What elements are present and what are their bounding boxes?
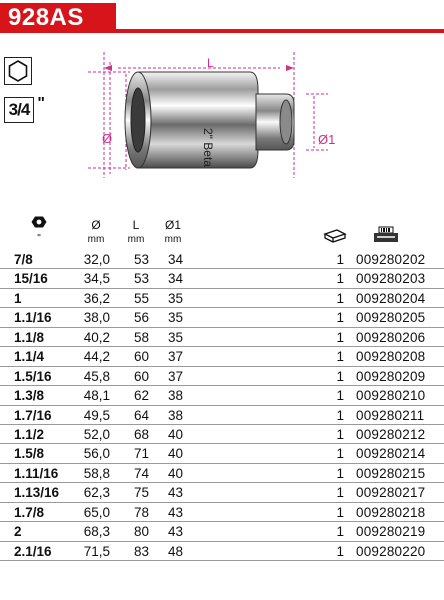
diameter-cell: 65,0 (83, 504, 110, 520)
pack-qty-cell: 1 (336, 426, 344, 442)
size-cell: 15/16 (14, 271, 48, 287)
item-code-cell: 009280202 (356, 252, 426, 267)
diameter1-cell: 43 (167, 504, 183, 520)
table-row (0, 503, 444, 522)
length-cell: 62 (133, 388, 149, 404)
item-code-cell: 009280212 (356, 426, 426, 442)
barcode-printer-icon (372, 226, 400, 247)
table-row (0, 308, 444, 327)
length-cell: 60 (133, 368, 149, 384)
diameter1-cell: 38 (167, 407, 183, 423)
length-cell: 55 (133, 290, 149, 306)
socket-illustration (80, 50, 380, 190)
length-cell: 83 (133, 543, 149, 559)
diameter1-cell: 43 (167, 524, 183, 540)
length-cell: 80 (133, 524, 149, 540)
length-header: L mm (127, 218, 145, 245)
item-code-cell: 009280220 (356, 543, 426, 559)
diameter1-cell: 40 (167, 446, 183, 462)
item-code-cell: 009280203 (356, 271, 426, 287)
diameter1-cell: 34 (167, 252, 183, 267)
table-row (0, 425, 444, 444)
diameter-label: Ø (102, 131, 113, 146)
diameter1-label: Ø1 (318, 132, 336, 147)
size-cell: 1.5/16 (14, 368, 52, 384)
title-rule (116, 29, 444, 33)
title-bar (0, 3, 444, 35)
table-row (0, 269, 444, 288)
pack-qty-cell: 1 (336, 543, 344, 559)
diameter1-header: Ø1 mm (164, 218, 182, 245)
table-row (0, 367, 444, 386)
size-cell: 1.1/16 (14, 310, 52, 326)
pack-qty-cell: 1 (336, 290, 344, 306)
drive-size: 3/4 (8, 100, 30, 119)
length-cell: 53 (133, 252, 149, 267)
drive-size-box (4, 95, 44, 123)
diameter-cell: 52,0 (83, 426, 110, 442)
item-code-cell: 009280205 (356, 310, 426, 326)
diameter-header: Ø mm (87, 218, 105, 245)
size-cell: 1.13/16 (14, 485, 60, 501)
item-code-cell: 009280211 (356, 407, 425, 423)
diameter1-cell: 43 (167, 485, 183, 501)
pack-qty-cell: 1 (336, 446, 344, 462)
diameter-cell: 45,8 (83, 368, 110, 384)
table-row (0, 542, 444, 561)
length-cell: 53 (133, 271, 149, 287)
pack-qty-cell: 1 (336, 407, 344, 423)
table-row (0, 347, 444, 366)
pack-qty-cell: 1 (336, 388, 344, 404)
size-unit: " (37, 233, 41, 244)
length-cell: 56 (133, 310, 149, 326)
socket-engraving: 2" Beta (201, 128, 215, 167)
size-cell: 2 (14, 524, 22, 540)
size-cell: 1.7/8 (14, 504, 45, 520)
table-row (0, 289, 444, 308)
table-row (0, 328, 444, 347)
length-cell: 74 (133, 465, 149, 481)
diameter1-cell: 35 (167, 329, 183, 345)
pack-qty-cell: 1 (336, 271, 344, 287)
item-code-cell: 009280219 (356, 524, 426, 540)
table-row (0, 406, 444, 425)
length-cell: 58 (133, 329, 149, 345)
size-cell: 2.1/16 (14, 543, 52, 559)
pack-qty-cell: 1 (336, 349, 344, 365)
item-code-cell: 009280215 (356, 465, 426, 481)
item-code-cell: 009280217 (356, 485, 426, 501)
length-cell: 64 (133, 407, 149, 423)
pack-qty-cell: 1 (336, 465, 344, 481)
item-code-cell: 009280218 (356, 504, 426, 520)
size-cell: 1.3/8 (14, 388, 45, 404)
diameter-cell: 56,0 (83, 446, 110, 462)
diameter1-cell: 38 (167, 388, 183, 404)
table-row (0, 464, 444, 483)
length-cell: 71 (133, 446, 149, 462)
table-row (0, 522, 444, 541)
diameter-cell: 34,5 (83, 271, 110, 287)
pack-qty-cell: 1 (336, 368, 344, 384)
diameter1-cell: 37 (167, 368, 183, 384)
hexagon-icon (31, 216, 47, 228)
hexagon-icon (4, 57, 32, 85)
pack-qty-cell: 1 (336, 252, 344, 267)
diameter-cell: 40,2 (83, 329, 110, 345)
hex-size-header (30, 216, 48, 244)
diameter-cell: 38,0 (83, 310, 110, 326)
table-row (0, 386, 444, 405)
diameter1-cell: 40 (167, 465, 183, 481)
table-row (0, 444, 444, 463)
size-cell: 1 (14, 290, 22, 306)
table-row (0, 483, 444, 502)
package-tray-icon (322, 228, 348, 247)
item-code-cell: 009280209 (356, 368, 426, 384)
length-label: L (207, 56, 214, 70)
length-cell: 60 (133, 349, 149, 365)
diameter-cell: 58,8 (83, 465, 110, 481)
diameter1-cell: 37 (167, 349, 183, 365)
size-cell: 1.11/16 (14, 465, 59, 481)
item-code-cell: 009280210 (356, 388, 426, 404)
diameter-cell: 44,2 (83, 349, 110, 365)
length-cell: 68 (133, 426, 149, 442)
item-code-cell: 009280206 (356, 329, 426, 345)
diameter-cell: 62,3 (83, 485, 110, 501)
size-cell: 7/8 (14, 252, 33, 267)
diameter-cell: 48,1 (83, 388, 110, 404)
diameter1-cell: 40 (167, 426, 183, 442)
diameter-cell: 36,2 (83, 290, 110, 306)
diameter1-cell: 34 (167, 271, 183, 287)
size-cell: 1.1/4 (14, 349, 45, 365)
pack-qty-cell: 1 (336, 504, 344, 520)
diameter-cell: 49,5 (83, 407, 110, 423)
table-row (0, 250, 444, 269)
size-cell: 1.5/8 (14, 446, 45, 462)
product-table (0, 250, 444, 561)
item-code-cell: 009280214 (356, 446, 426, 462)
item-code-cell: 009280208 (356, 349, 426, 365)
size-cell: 1.7/16 (14, 407, 52, 423)
pack-qty-cell: 1 (336, 524, 344, 540)
diameter-cell: 68,3 (83, 524, 110, 540)
table-header (0, 214, 444, 252)
length-cell: 75 (133, 485, 149, 501)
diameter-cell: 32,0 (83, 252, 110, 267)
diameter1-cell: 35 (167, 290, 183, 306)
pack-qty-cell: 1 (336, 310, 344, 326)
size-cell: 1.1/8 (14, 329, 45, 345)
size-cell: 1.1/2 (14, 426, 45, 442)
pack-qty-cell: 1 (336, 329, 344, 345)
product-code-title: 928AS (0, 3, 116, 33)
diameter-cell: 71,5 (83, 543, 110, 559)
diameter1-cell: 35 (167, 310, 183, 326)
diameter1-cell: 48 (167, 543, 183, 559)
pack-qty-cell: 1 (336, 485, 344, 501)
item-code-cell: 009280204 (356, 290, 426, 306)
drive-size-unit: " (37, 95, 44, 112)
length-cell: 78 (133, 504, 149, 520)
